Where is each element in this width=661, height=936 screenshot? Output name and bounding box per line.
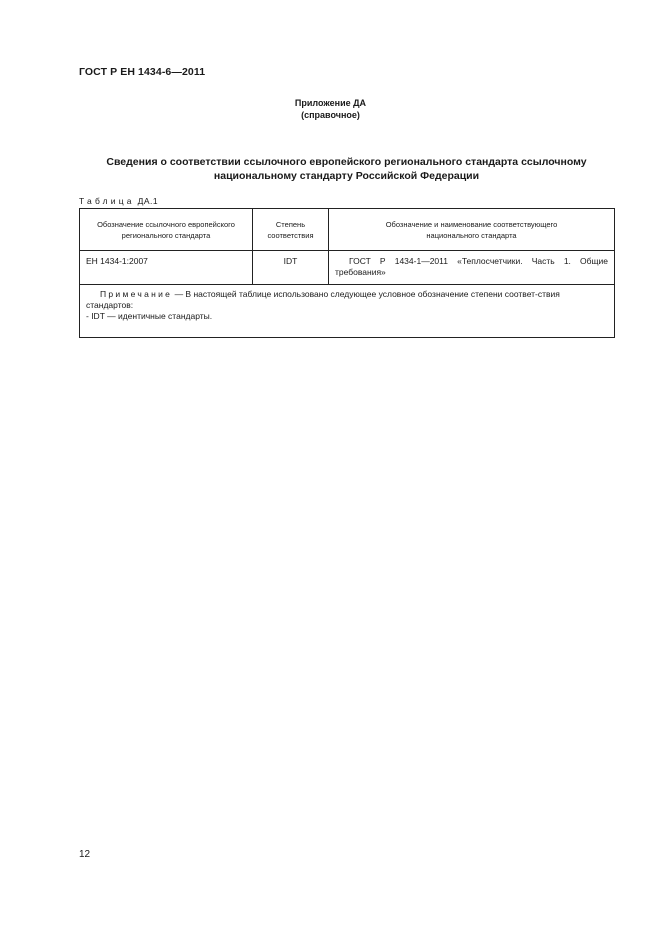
- page-number: 12: [79, 849, 91, 860]
- cell-national-standard: ГОСТ Р 1434-1—2011 «Теплосчетчики. Часть 1. Общие требования»: [329, 251, 615, 285]
- table-caption: [79, 196, 158, 206]
- table-caption-prefix: Таблица: [79, 196, 135, 206]
- appendix-title: Приложение ДА: [294, 98, 367, 108]
- note-label: Примечание: [100, 289, 173, 299]
- appendix-title-block: [0, 97, 661, 121]
- cell-european-standard: ЕН 1434-1:2007: [80, 251, 253, 285]
- document-designation: ГОСТ Р ЕН 1434-6—2011: [79, 66, 206, 78]
- column-header-degree: Степень соответствия: [253, 209, 329, 251]
- note-item: - IDT — идентичные стандарты.: [86, 311, 213, 321]
- table-note-row: [80, 285, 615, 338]
- table-header-row: [80, 209, 615, 251]
- table-row: [80, 251, 615, 285]
- appendix-subtitle: (справочное): [301, 110, 360, 120]
- note-text: — В настоящей таблице использовано следующее условное обозначение степени соответ-ствия стандартов:: [86, 289, 560, 310]
- column-header-national-standard: Обозначение и наименование соответствующего национального стандарта: [329, 209, 615, 251]
- table-note: [80, 285, 615, 338]
- column-header-european-standard: Обозначение ссылочного европейского регионального стандарта: [80, 209, 253, 251]
- section-heading: Сведения о соответствии ссылочного европейского регионального стандарта ссылочному национальному стандарту Российской Федерации: [106, 156, 587, 182]
- cell-degree: IDT: [253, 251, 329, 285]
- correspondence-table: [79, 208, 615, 338]
- table-caption-number: ДА.1: [137, 196, 159, 206]
